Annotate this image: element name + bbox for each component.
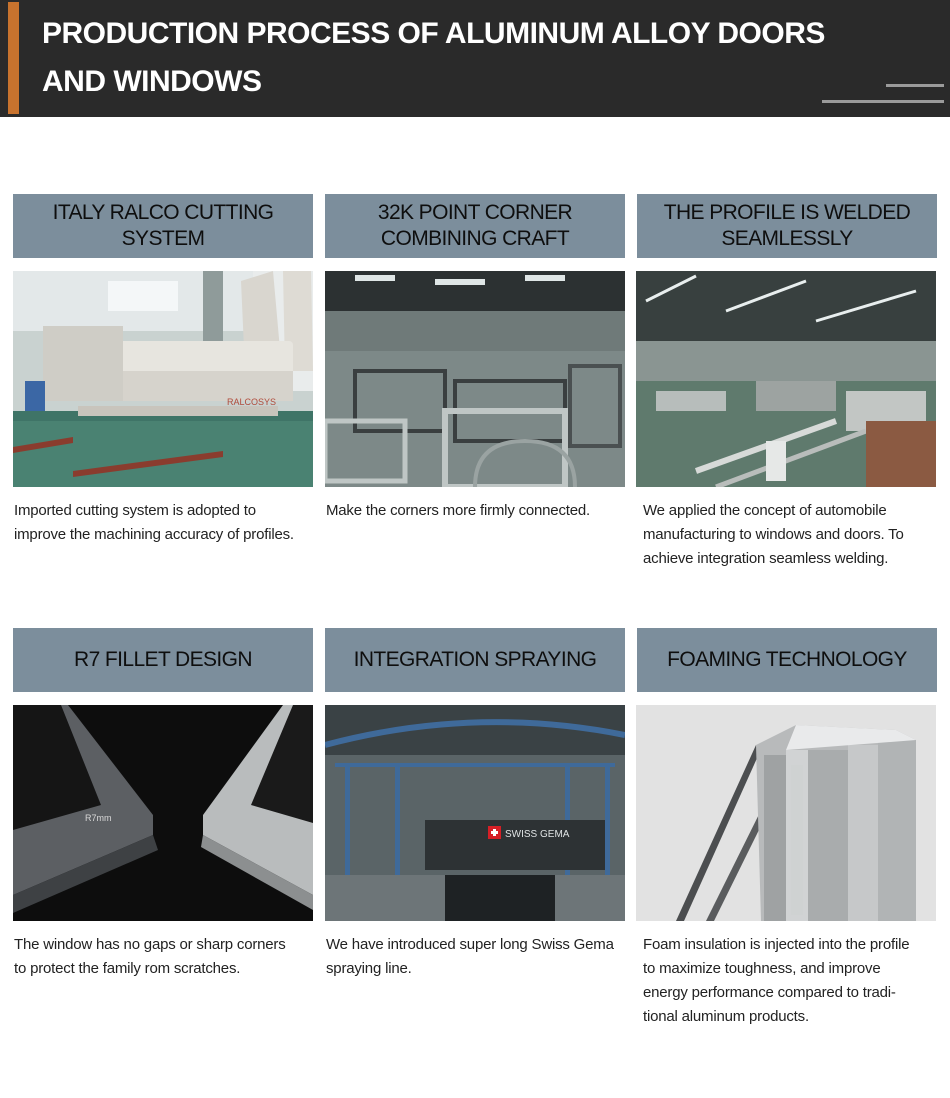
header-decor-line-long [822, 100, 944, 103]
card-description [14, 499, 326, 547]
card-description [14, 933, 326, 981]
card-description [326, 499, 638, 523]
card-label [13, 194, 313, 258]
card-label [637, 194, 937, 258]
card-description [326, 933, 638, 981]
page-title-line-1: PRODUCTION PROCESS OF ALUMINUM ALLOY DOORS [42, 17, 825, 50]
description-line: achieve integration seamless welding. [643, 550, 889, 567]
description-line: The window has no gaps or sharp corners [14, 936, 286, 953]
card-label-line: INTEGRATION SPRAYING [353, 648, 597, 671]
card-description [643, 933, 950, 1029]
cutting-machine-photo [13, 271, 313, 487]
description-line: We applied the concept of automobile [643, 502, 887, 519]
spraying-line-photo [325, 705, 625, 921]
description-line: We have introduced super long Swiss Gema [326, 936, 614, 953]
description-line: Foam insulation is injected into the profile [643, 936, 910, 953]
machine-brand-text: RALCOSYS [227, 397, 277, 407]
card-label-line: ITALY RALCO CUTTING SYSTEM [52, 201, 274, 250]
description-line: Make the corners more firmly connected. [326, 502, 590, 519]
description-line: to maximize toughness, and improve [643, 960, 881, 977]
page-header [0, 0, 950, 117]
card-label [325, 628, 625, 692]
description-line: tional aluminum products. [643, 1008, 809, 1025]
fillet-corner-photo [13, 705, 313, 921]
description-line: energy performance compared to tradi- [643, 984, 896, 1001]
header-decor-line-short [886, 84, 944, 87]
card-label-line: R7 FILLET DESIGN [74, 648, 252, 671]
card-label [637, 628, 937, 692]
card-label [13, 628, 313, 692]
page-title-line-2: AND WINDOWS [42, 65, 262, 98]
page-title [42, 10, 842, 106]
workshop-frames-photo [325, 271, 625, 487]
description-line: spraying line. [326, 960, 412, 977]
description-line: to protect the family rom scratches. [14, 960, 241, 977]
fillet-radius-label: R7mm [85, 813, 112, 823]
description-line: Imported cutting system is adopted to [14, 502, 256, 519]
card-label-line: FOAMING TECHNOLOGY [667, 648, 907, 671]
card-label [325, 194, 625, 258]
swiss-gema-sign: SWISS GEMA [505, 829, 570, 840]
factory-floor-photo [636, 271, 936, 487]
header-accent-bar [8, 2, 19, 114]
card-label-line: 32K POINT CORNER [377, 201, 573, 224]
card-label-line: COMBINING CRAFT [380, 227, 570, 250]
card-label-line: THE PROFILE IS WELDED [663, 201, 911, 224]
foam-profile-photo [636, 705, 936, 921]
description-line: manufacturing to windows and doors. To [643, 526, 904, 543]
card-description [643, 499, 950, 571]
description-line: improve the machining accuracy of profiles. [14, 526, 294, 543]
card-label-line: SEAMLESSLY [721, 227, 853, 250]
